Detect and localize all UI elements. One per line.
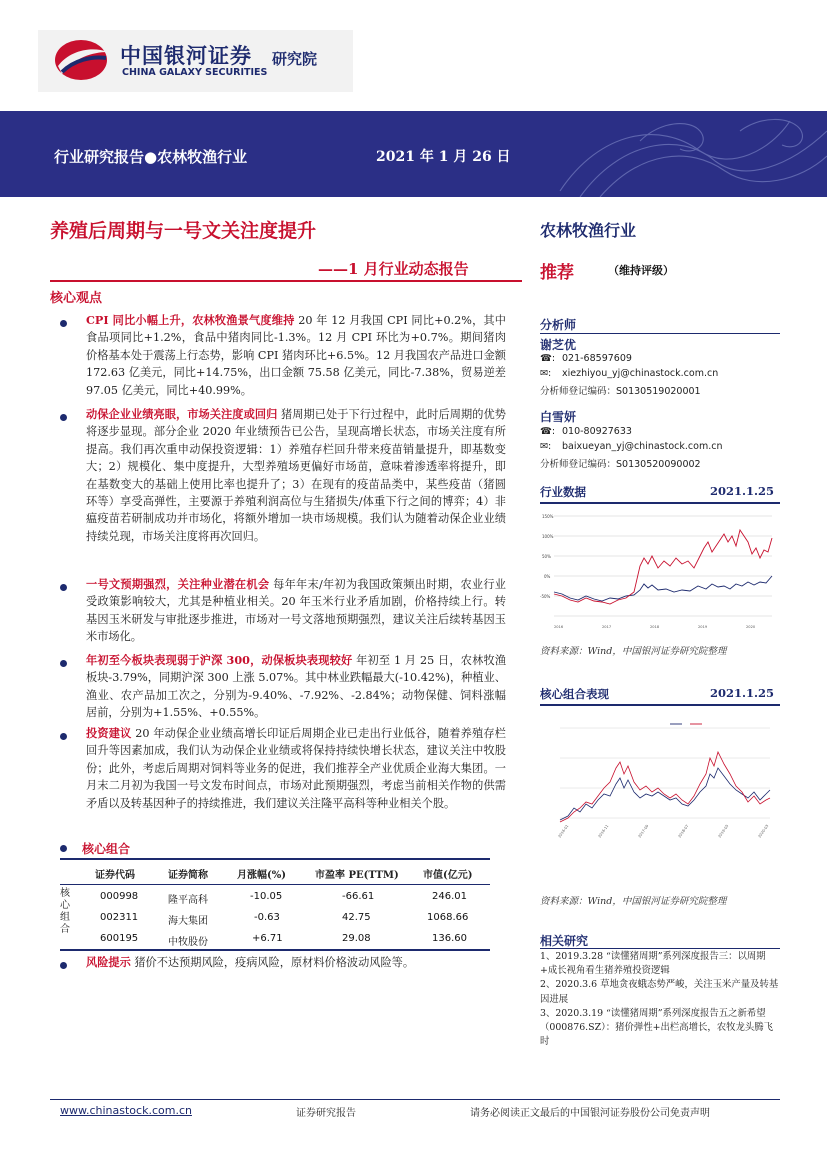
- portfolio-heading: 核心组合: [82, 842, 131, 856]
- report-type-label: 行业研究报告●农林牧渔行业: [54, 148, 248, 166]
- analyst-registration: 分析师登记编码：S0130519020001: [540, 386, 701, 397]
- svg-text:2019: 2019: [698, 625, 708, 629]
- table-cell: -66.61: [342, 891, 375, 902]
- svg-text:2017: 2017: [602, 625, 612, 629]
- svg-text:2017-09: 2017-09: [637, 823, 650, 839]
- bullet-icon: [60, 733, 67, 740]
- analyst-rule: [540, 333, 780, 334]
- footer-center-label: 证券研究报告: [296, 1108, 356, 1119]
- bullet-highlight: CPI 同比小幅上升，农林牧渔景气度维持: [86, 313, 295, 327]
- portfolio-performance-date: 2021.1.25: [710, 686, 775, 700]
- industry-data-date: 2021.1.25: [710, 484, 775, 498]
- bullet-icon: [60, 320, 67, 327]
- rating-note: （维持评级）: [608, 264, 674, 277]
- related-item[interactable]: 1、2019.3.28 “读懂猪周期”系列深度报告三：以周期+成长视角看生猪养殖投资逻辑: [540, 951, 766, 977]
- rating-label: 推荐: [540, 263, 574, 283]
- table-cell: 246.01: [432, 891, 467, 902]
- title-divider: [50, 280, 522, 282]
- table-cell: 29.08: [342, 933, 371, 944]
- bullet-text: 20 年动保企业业绩高增长印证后周期企业已走出行业低谷，随着养殖存栏回升等因素加成，我们认为动保企业业绩或将保持持续快增长状态，建议关注中牧股份；此外，考虑后周期对饲料等业务的促进，我们推荐全产业优质企业海大集团。一月末二月初为我国一号文发布时间点，市场对此预期强烈，考虑当前相关作物的供需矛盾以及转基因种子的持续推进，我们建议关注隆平高科等种业相关个股。: [86, 727, 506, 810]
- report-title: 养殖后周期与一号文关注度提升: [50, 220, 317, 242]
- svg-text:50%: 50%: [542, 554, 551, 559]
- industry-data-source: 资料来源：Wind，中国银河证券研究院整理: [540, 646, 727, 657]
- footer-website-link[interactable]: www.chinastock.com.cn: [60, 1104, 192, 1117]
- report-subtitle: ——1 月行业动态报告: [318, 260, 469, 278]
- brand-institute: 研究院: [272, 50, 318, 68]
- svg-text:2016-11: 2016-11: [597, 823, 610, 839]
- svg-text:2016-01: 2016-01: [557, 823, 570, 839]
- related-research-rule: [540, 948, 780, 949]
- bullet-text: 年初至 1 月 25 日，农林牧渔板块-3.79%，同期沪深 300 上涨 5.07%。其中林业跌幅最大(-10.42%)，种植业、渔业、农产品加工次之，分别为-9.40%、-7.92%、-2.84%；动物保健、饲料涨幅居前，分别为+1.55%、+0.55%。: [86, 654, 507, 720]
- svg-text:0%: 0%: [544, 574, 551, 579]
- table-header-mktcap: 市值(亿元): [423, 870, 473, 881]
- analyst-email: baixueyan_yj@chinastock.com.cn: [562, 441, 723, 452]
- phone-icon: ☎:: [540, 353, 556, 364]
- bullet-highlight: 动保企业业绩亮眼，市场关注度或回归: [86, 407, 278, 421]
- svg-text:2018-07: 2018-07: [677, 823, 690, 839]
- analyst-phone: 021-68597609: [562, 353, 632, 364]
- industry-data-heading: 行业数据: [540, 485, 586, 499]
- svg-text:2020-03: 2020-03: [757, 823, 770, 839]
- related-item[interactable]: 3、2020.3.19 “读懂猪周期”系列深度报告五之新希望（000876.SZ）：猪价弹性+出栏高增长，农牧龙头腾飞时: [540, 1007, 773, 1048]
- bullet-paragraph-animal-health: [86, 406, 506, 545]
- phone-icon: ☎:: [540, 426, 556, 437]
- svg-text:100%: 100%: [542, 534, 554, 539]
- svg-text:2020: 2020: [746, 625, 756, 629]
- table-cell: 136.60: [432, 933, 467, 944]
- industry-index-chart: [540, 506, 780, 636]
- brand-name-en: CHINA GALAXY SECURITIES: [122, 67, 268, 78]
- bullet-paragraph-investment: [86, 725, 506, 812]
- table-cell: -10.05: [250, 891, 283, 902]
- svg-text:2016: 2016: [554, 625, 564, 629]
- table-header-pe: 市盈率 PE(TTM): [315, 870, 399, 881]
- related-research-heading: 相关研究: [540, 934, 589, 948]
- bullet-paragraph-cpi: [86, 312, 506, 399]
- email-icon: ✉:: [540, 441, 552, 452]
- bullet-paragraph-policy: [86, 576, 506, 646]
- table-header-rule: [60, 884, 490, 885]
- email-icon: ✉:: [540, 368, 552, 379]
- bullet-icon: [60, 845, 67, 852]
- bullet-icon: [60, 962, 67, 969]
- table-cell: 42.75: [342, 912, 371, 923]
- risk-text: 猪价不达预期风险，疫病风险，原材料价格波动风险等。: [130, 956, 415, 969]
- table-cell: 002311: [100, 912, 139, 923]
- table-header-name: 证券简称: [168, 870, 208, 881]
- analyst-registration: 分析师登记编码：S0130520090002: [540, 459, 701, 470]
- portfolio-performance-chart: [540, 708, 780, 884]
- bullet-text: 20 年 12 月我国 CPI 同比+0.2%，其中食品项同比+1.2%，食品中猪肉同比-1.3%。12 月 CPI 环比为+0.7%。期间猪肉价格基本处于震荡上行态势，影响 CPI 猪肉环比+6.5%。12 月我国农产品进口金额 172.63 亿美元，同比+14.75%，出口金额 75.58 亿美元，同比-7.38%，贸易逆差 97.05 亿美元，同比+40.99%。: [86, 314, 506, 397]
- table-header-code: 证券代码: [95, 870, 135, 881]
- table-cell: 1068.66: [427, 912, 469, 923]
- table-cell: -0.63: [254, 912, 280, 923]
- table-bottom-rule: [60, 949, 490, 951]
- report-date: 2021 年 1 月 26 日: [376, 149, 511, 165]
- analyst-name: 白雪妍: [540, 410, 577, 424]
- risk-highlight: 风险提示: [86, 955, 131, 969]
- bullet-text: 每年年末/年初为我国政策频出时期，农业行业受政策影响较大，尤其是种植业相关。20 年玉米行业矛盾加剧，价格持续上行。转基因玉米研发与审批逐步推进，市场对一号文落地预期强烈，建议关注后续转基因玉米市场化。: [86, 578, 506, 644]
- related-item[interactable]: 2、2020.3.6 草地贪夜蛾态势严峻，关注玉米产量及转基因进展: [540, 979, 779, 1005]
- svg-text:2018: 2018: [650, 625, 660, 629]
- table-side-label: 核心组合: [60, 888, 70, 935]
- analyst-name: 谢芝优: [540, 338, 577, 352]
- footer-rule: [50, 1099, 780, 1100]
- svg-text:2019-05: 2019-05: [717, 823, 730, 839]
- table-header-change: 月涨幅(%): [237, 870, 286, 881]
- table-cell: 000998: [100, 891, 139, 902]
- table-top-rule: [60, 858, 490, 860]
- portfolio-performance-heading: 核心组合表现: [540, 687, 609, 701]
- bullet-icon: [60, 660, 67, 667]
- table-cell: 海大集团: [168, 916, 208, 927]
- table-cell: 中牧股份: [168, 937, 208, 948]
- bullet-highlight: 年初至今板块表现弱于沪深 300，动保板块表现较好: [86, 653, 353, 667]
- analyst-heading: 分析师: [540, 318, 577, 332]
- bullet-highlight: 投资建议: [86, 726, 132, 740]
- sector-name: 农林牧渔行业: [540, 221, 637, 240]
- core-views-heading: 核心观点: [50, 291, 103, 306]
- svg-text:150%: 150%: [542, 514, 554, 519]
- bullet-paragraph-performance: [86, 652, 506, 722]
- risk-paragraph: [86, 954, 506, 971]
- analyst-phone: 010-80927633: [562, 426, 632, 437]
- bullet-icon: [60, 584, 67, 591]
- bullet-icon: [60, 414, 67, 421]
- portfolio-performance-rule: [540, 704, 780, 706]
- svg-text:-50%: -50%: [540, 594, 551, 599]
- table-cell: +6.71: [252, 933, 283, 944]
- bullet-text: 猪周期已处于下行过程中，此时后周期的优势将逐步显现。部分企业 2020 年业绩预告已公告，呈现高增长状态，市场关注度有所提高。我们再次重申动保投资逻辑：1）养殖存栏回升带来疫苗销量提升，即基数变大；2）规模化、集中度提升，大型养殖场更偏好市场苗，意味着渗透率将提升，即在基数变大的基础上使用比率也提升了；3）在现有的疫苗品类中，某些疫苗（猪圆环等）享受高弹性，主要源于养殖利润高位与生猪损失/体重下行之间的博弈；4）非瘟疫苗若研制成功并市场化，将额外增加一块市场规模。我们认为随着动保企业业绩持续兑现，市场关注度将再次回归。: [86, 408, 506, 543]
- table-cell: 600195: [100, 933, 139, 944]
- industry-data-rule: [540, 502, 780, 504]
- related-research-list: [540, 950, 780, 1049]
- bullet-highlight: 一号文预期强烈，关注种业潜在机会: [86, 577, 270, 591]
- galaxy-logo-icon: [52, 36, 110, 84]
- footer-disclaimer: 请务必阅读正文最后的中国银河证券股份公司免责声明: [470, 1108, 710, 1119]
- portfolio-performance-source: 资料来源：Wind，中国银河证券研究院整理: [540, 896, 727, 907]
- brand-name-cn: 中国银河证券: [120, 44, 252, 68]
- table-cell: 隆平高科: [168, 895, 208, 906]
- analyst-email: xiezhiyou_yj@chinastock.com.cn: [562, 368, 719, 379]
